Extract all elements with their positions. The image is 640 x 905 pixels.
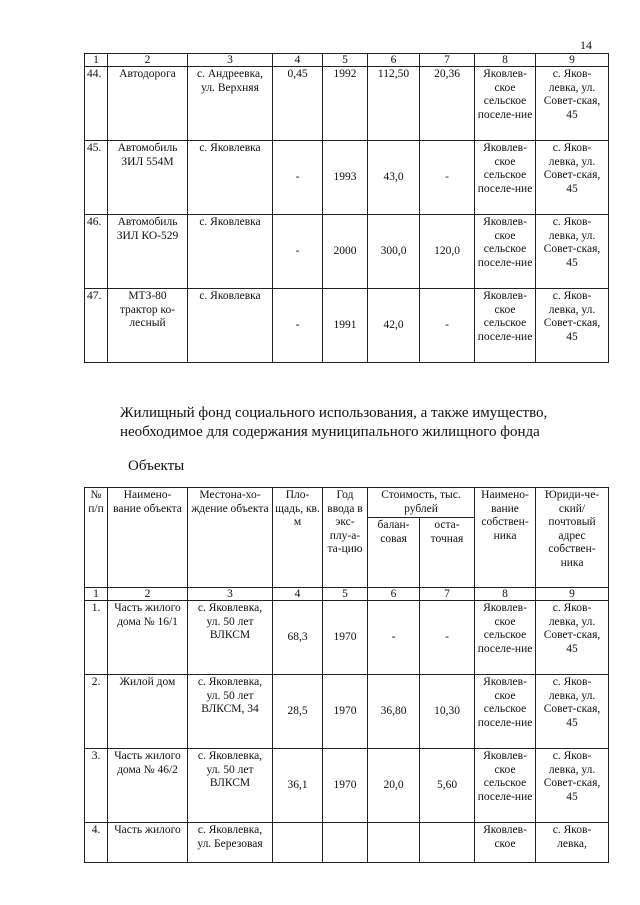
object-name: Часть жилого дома № 46/2 [108,749,188,823]
col-number: 1 [85,54,108,67]
owner-address: с. Яков-левка, ул. Совет-ская, 45 [536,141,609,215]
object-area: - [273,215,323,289]
owner-name: Яковлев-ское сельское поселе-ние [475,289,536,363]
header-year: Год ввода в экс-плу-а-та-цию [323,488,368,588]
table-row [85,289,609,363]
balance-cost: 36,80 [368,675,420,749]
table-row [85,601,609,675]
col-number: 8 [475,588,536,601]
header-name: Наимено-вание объекта [108,488,188,588]
balance-cost: 43,0 [368,141,420,215]
col-number: 7 [420,54,475,67]
object-year: 1993 [323,141,368,215]
col-number: 2 [108,588,188,601]
object-area: - [273,289,323,363]
property-table-continued [84,53,609,363]
col-number: 8 [475,54,536,67]
heading-line: необходимое для содержания муниципального жилищного фонда [120,424,540,440]
row-number: 2. [85,675,108,749]
object-area: 0,45 [273,67,323,141]
residual-cost: - [420,289,475,363]
residual-cost: 5,60 [420,749,475,823]
residual-cost: - [420,141,475,215]
object-name: Жилой дом [108,675,188,749]
object-area: 68,3 [273,601,323,675]
object-name: Часть жилого [108,823,188,863]
header-balance: балан-совая [368,518,420,588]
object-name: Автомобиль ЗИЛ 554М [108,141,188,215]
col-number: 9 [536,588,609,601]
column-number-row [85,588,609,601]
col-number: 4 [273,54,323,67]
col-number: 2 [108,54,188,67]
residual-cost: 20,36 [420,67,475,141]
heading-line: Жилищный фонд социального использования, а также имущество, [120,405,548,421]
object-location: с. Яковлевка [188,215,273,289]
table-row [85,67,609,141]
owner-name: Яковлев-ское сельское поселе-ние [475,675,536,749]
object-name: Часть жилого дома № 16/1 [108,601,188,675]
table-row [85,749,609,823]
object-year: 2000 [323,215,368,289]
residual-cost [420,823,475,863]
object-location: с. Андреевка, ул. Верхняя [188,67,273,141]
row-number: 45. [85,141,108,215]
object-year: 1992 [323,67,368,141]
owner-address: с. Яков-левка, ул. Совет-ская, 45 [536,67,609,141]
object-area: 28,5 [273,675,323,749]
owner-address: с. Яков-левка, ул. Совет-ская, 45 [536,215,609,289]
column-number-row [85,54,609,67]
owner-address: с. Яков-левка, ул. Совет-ская, 45 [536,675,609,749]
object-name: МТЗ-80 трактор ко-лесный [108,289,188,363]
col-number: 5 [323,588,368,601]
object-year: 1991 [323,289,368,363]
row-number: 4. [85,823,108,863]
object-location: с. Яковлевка, ул. 50 лет ВЛКСМ [188,601,273,675]
residual-cost: 10,30 [420,675,475,749]
object-location: с. Яковлевка [188,141,273,215]
owner-address: с. Яков-левка, ул. Совет-ская, 45 [536,289,609,363]
row-number: 47. [85,289,108,363]
owner-name: Яковлев-ское сельское поселе-ние [475,67,536,141]
object-name: Автомобиль ЗИЛ КО-529 [108,215,188,289]
balance-cost: 300,0 [368,215,420,289]
objects-subheading: Объекты [128,458,185,474]
col-number: 6 [368,588,420,601]
owner-address: с. Яков-левка, ул. Совет-ская, 45 [536,601,609,675]
row-number: 44. [85,67,108,141]
balance-cost: 20,0 [368,749,420,823]
page-number: 14 [580,38,592,52]
object-location: с. Яковлевка, ул. 50 лет ВЛКСМ [188,749,273,823]
col-number: 3 [188,54,273,67]
col-number: 9 [536,54,609,67]
owner-name: Яковлев-ское сельское поселе-ние [475,749,536,823]
header-num: № п/п [85,488,108,588]
col-number: 7 [420,588,475,601]
col-number: 5 [323,54,368,67]
header-address: Юриди-че-ский/ почтовый адрес собствен-ника [536,488,609,588]
object-area: - [273,141,323,215]
object-location: с. Яковлевка [188,289,273,363]
owner-name: Яковлев-ское сельское поселе-ние [475,141,536,215]
row-number: 3. [85,749,108,823]
object-year: 1970 [323,601,368,675]
table-row [85,141,609,215]
header-area: Пло-щадь, кв. м [273,488,323,588]
residual-cost: 120,0 [420,215,475,289]
owner-name: Яковлев-ское сельское поселе-ние [475,601,536,675]
row-number: 46. [85,215,108,289]
header-cost: Стоимость, тыс. рублей [368,488,475,518]
owner-address: с. Яков-левка, [536,823,609,863]
table-row [85,215,609,289]
balance-cost: - [368,601,420,675]
balance-cost: 112,50 [368,67,420,141]
header-owner: Наимено-вание собствен-ника [475,488,536,588]
object-area [273,823,323,863]
object-area: 36,1 [273,749,323,823]
owner-name: Яковлев-ское [475,823,536,863]
object-year: 1970 [323,675,368,749]
object-year: 1970 [323,749,368,823]
owner-name: Яковлев-ское сельское поселе-ние [475,215,536,289]
table-row [85,823,609,863]
header-location: Местона-хо-ждение объекта [188,488,273,588]
row-number: 1. [85,601,108,675]
header-row [85,488,609,518]
object-location: с. Яковлевка, ул. 50 лет ВЛКСМ, 34 [188,675,273,749]
table-row [85,675,609,749]
residual-cost: - [420,601,475,675]
object-location: с. Яковлевка, ул. Березовая [188,823,273,863]
balance-cost: 42,0 [368,289,420,363]
section-heading [120,404,590,442]
col-number: 1 [85,588,108,601]
object-name: Автодорога [108,67,188,141]
header-residual: оста-точная [420,518,475,588]
object-year [323,823,368,863]
col-number: 6 [368,54,420,67]
col-number: 3 [188,588,273,601]
balance-cost [368,823,420,863]
housing-fund-table [84,487,609,863]
owner-address: с. Яков-левка, ул. Совет-ская, 45 [536,749,609,823]
col-number: 4 [273,588,323,601]
